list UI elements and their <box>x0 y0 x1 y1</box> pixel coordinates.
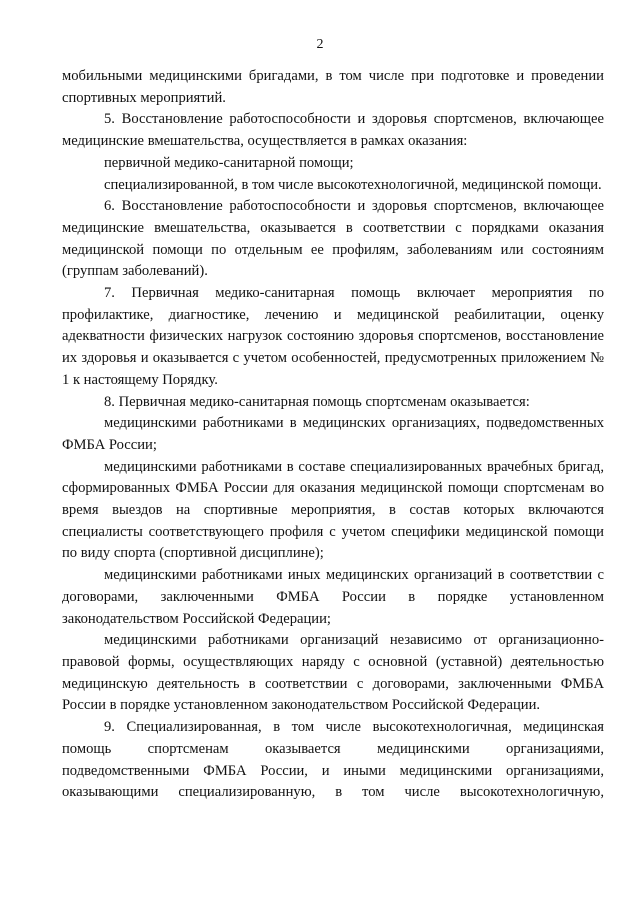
paragraph-item-9: 9. Специализированная, в том числе высокотехнологичная, медицинская помощь спортсменам оказывается медицинскими организациями, подведомственными ФМБА России, и иными медицинскими организациями, оказывающими специализированную, в том числе высокотехнологичную, <box>62 719 604 801</box>
paragraph-item-5-primary-care: первичной медико-санитарной помощи; <box>104 154 354 171</box>
paragraph-item-5-specialized-care: специализированной, в том числе высокотехнологичной, медицинской помощи. <box>104 176 602 193</box>
paragraph-item-7: 7. Первичная медико-санитарная помощь включает мероприятия по профилактике, диагностике, лечению и медицинской реабилитации, оценку адекватности физических нагрузок состоянию здоровья спортсменов, восстановление их здоровья и оказывается с учетом особенностей, предусмотренных приложением № 1 к настоящему Порядку. <box>62 285 604 388</box>
document-body <box>62 66 604 804</box>
paragraph-item-6: 6. Восстановление работоспособности и здоровья спортсменов, включающее медицинские вмешательства, оказывается в соответствии с порядками оказания медицинской помощи по отдельным ее профилям, заболеваниям или состояниям (группам заболеваний). <box>62 198 604 280</box>
paragraph-continuation: мобильными медицинскими бригадами, в том числе при подготовке и проведении спортивных мероприятий. <box>62 68 604 106</box>
page-number: 2 <box>316 37 324 52</box>
paragraph-item-8-specialized-brigades: медицинскими работниками в составе специализированных врачебных бригад, сформированных ФМБА России для оказания медицинской помощи спортсменам во время выездов на спортивные мероприятия, в состав которых включаются специалисты соответствующего профиля с учетом специфики медицинской помощи по виду спорта (спортивной дисциплине); <box>62 458 604 562</box>
paragraph-item-8-independent-organizations: медицинскими работниками организаций независимо от организационно-правовой формы, осуществляющих наряду с основной (уставной) деятельностью медицинскую деятельность в соответствии с договорами, заключенными ФМБА России в порядке установленном законодательством Российской Федерации. <box>62 632 604 714</box>
paragraph-item-5: 5. Восстановление работоспособности и здоровья спортсменов, включающее медицинские вмешательства, осуществляется в рамках оказания: <box>62 111 604 150</box>
paragraph-item-8-other-organizations: медицинскими работниками иных медицинских организаций в соответствии с договорами, заключенными ФМБА России в порядке установленном законодательством Российской Федерации; <box>62 567 604 627</box>
paragraph-item-8-fmba-organizations: медицинскими работниками в медицинских организациях, подведомственных ФМБА России; <box>62 415 604 453</box>
paragraph-item-8: 8. Первичная медико-санитарная помощь спортсменам оказывается: <box>104 393 530 410</box>
